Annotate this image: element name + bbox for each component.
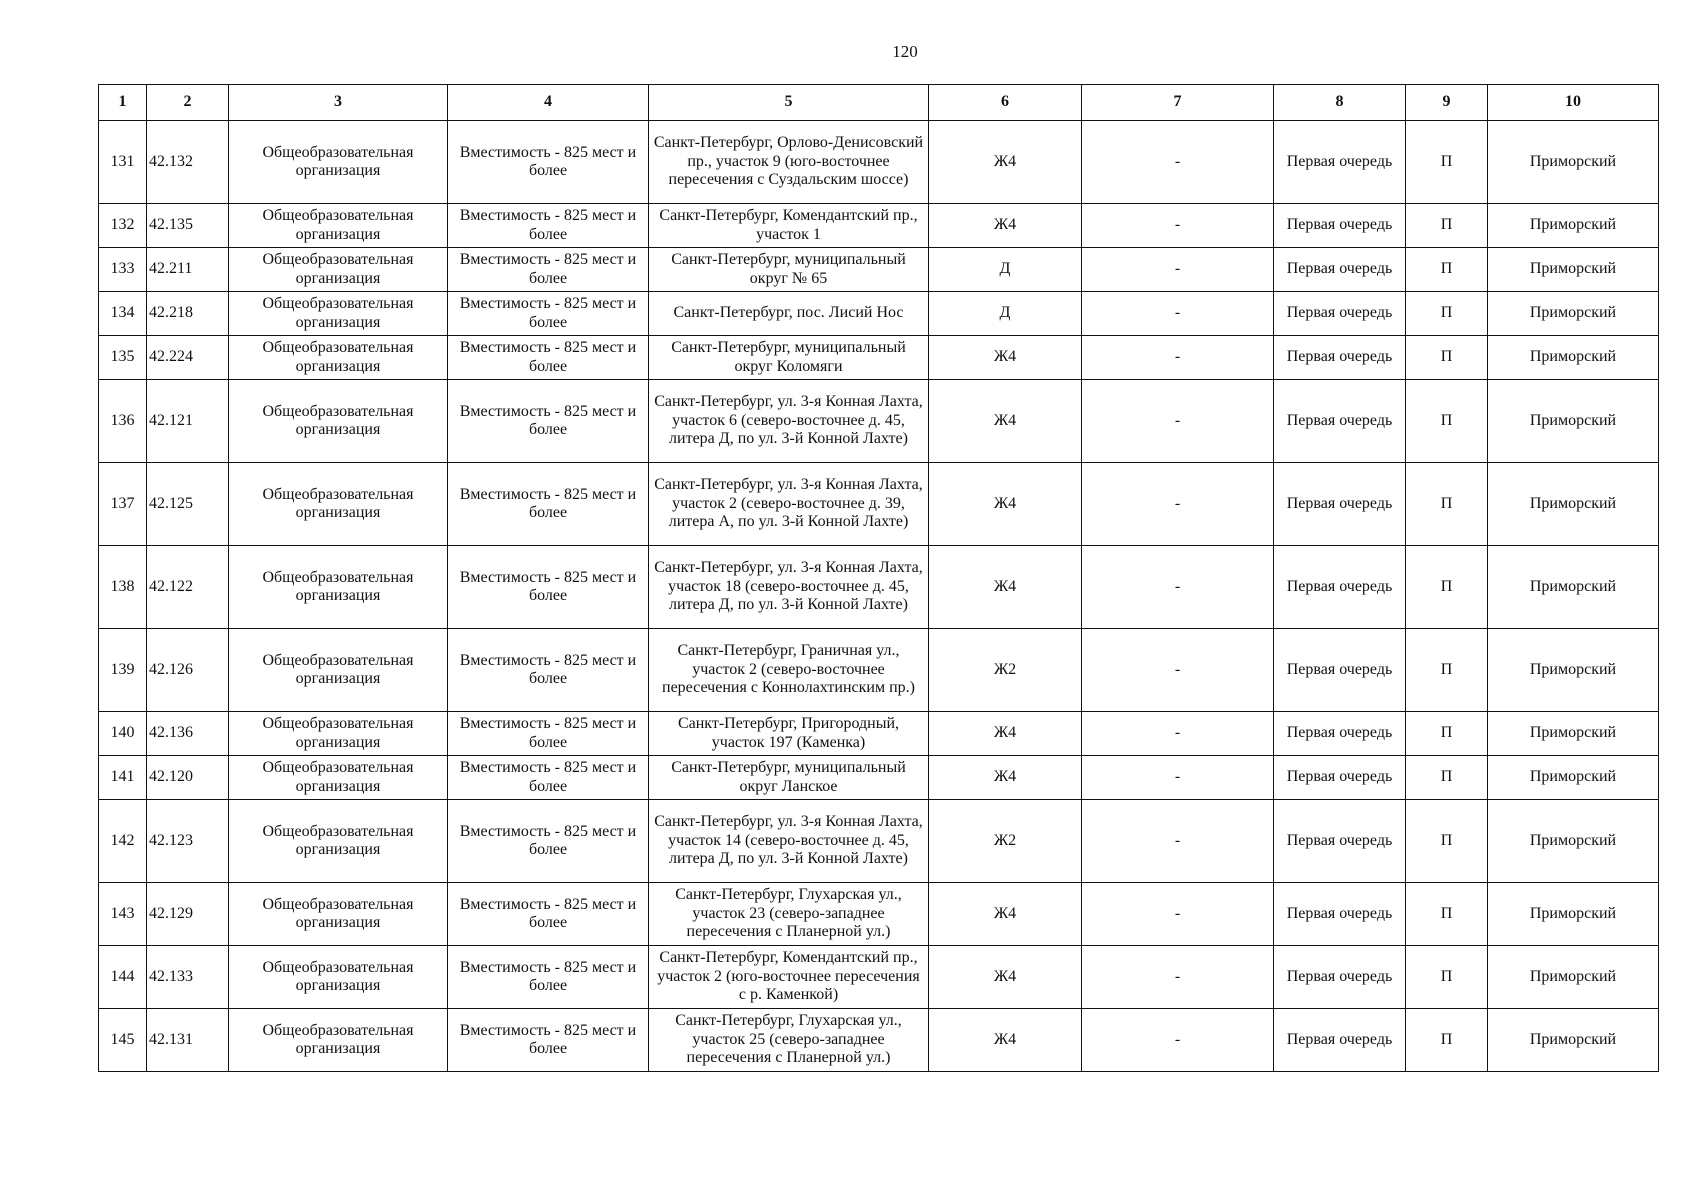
zone-cell: Д (929, 292, 1082, 336)
queue-cell: Первая очередь (1274, 292, 1406, 336)
district-cell: Приморский (1488, 712, 1659, 756)
queue-cell: Первая очередь (1274, 756, 1406, 800)
object-type-cell: Общеобразовательная организация (229, 546, 448, 629)
address-cell: Санкт-Петербург, пос. Лисий Нос (649, 292, 929, 336)
row-number-cell: 131 (99, 121, 147, 204)
column-header: 10 (1488, 85, 1659, 121)
address-cell: Санкт-Петербург, ул. 3-я Конная Лахта, участок 14 (северо-восточнее д. 45, литера Д, по ул. 3-й Конной Лахте) (649, 800, 929, 883)
district-cell: Приморский (1488, 546, 1659, 629)
row-number-cell: 139 (99, 629, 147, 712)
column-header: 3 (229, 85, 448, 121)
column-9-value-cell: П (1406, 204, 1488, 248)
object-code-cell: 42.126 (147, 629, 229, 712)
object-type-cell: Общеобразовательная организация (229, 1009, 448, 1072)
district-cell: Приморский (1488, 248, 1659, 292)
row-number-cell: 138 (99, 546, 147, 629)
row-number-cell: 142 (99, 800, 147, 883)
address-cell: Санкт-Петербург, Глухарская ул., участок 25 (северо-западнее пересечения с Планерной ул.) (649, 1009, 929, 1072)
capacity-cell: Вместимость - 825 мест и более (448, 883, 649, 946)
row-number-cell: 137 (99, 463, 147, 546)
district-cell: Приморский (1488, 883, 1659, 946)
address-cell: Санкт-Петербург, Орлово-Денисовский пр., участок 9 (юго-восточнее пересечения с Суздальским шоссе) (649, 121, 929, 204)
column-header: 9 (1406, 85, 1488, 121)
row-number-cell: 144 (99, 946, 147, 1009)
column-7-value-cell: - (1082, 121, 1274, 204)
object-code-cell: 42.133 (147, 946, 229, 1009)
district-cell: Приморский (1488, 629, 1659, 712)
address-cell: Санкт-Петербург, ул. 3-я Конная Лахта, участок 18 (северо-восточнее д. 45, литера Д, по ул. 3-й Конной Лахте) (649, 546, 929, 629)
column-header: 6 (929, 85, 1082, 121)
queue-cell: Первая очередь (1274, 121, 1406, 204)
capacity-cell: Вместимость - 825 мест и более (448, 1009, 649, 1072)
queue-cell: Первая очередь (1274, 463, 1406, 546)
row-number-cell: 143 (99, 883, 147, 946)
capacity-cell: Вместимость - 825 мест и более (448, 336, 649, 380)
row-number-cell: 133 (99, 248, 147, 292)
table-row (99, 204, 1659, 248)
column-header: 7 (1082, 85, 1274, 121)
address-cell: Санкт-Петербург, ул. 3-я Конная Лахта, участок 2 (северо-восточнее д. 39, литера А, по ул. 3-й Конной Лахте) (649, 463, 929, 546)
object-code-cell: 42.129 (147, 883, 229, 946)
zone-cell: Ж2 (929, 800, 1082, 883)
queue-cell: Первая очередь (1274, 248, 1406, 292)
column-9-value-cell: П (1406, 946, 1488, 1009)
zone-cell: Ж4 (929, 1009, 1082, 1072)
column-9-value-cell: П (1406, 800, 1488, 883)
queue-cell: Первая очередь (1274, 629, 1406, 712)
capacity-cell: Вместимость - 825 мест и более (448, 121, 649, 204)
district-cell: Приморский (1488, 380, 1659, 463)
table-row (99, 546, 1659, 629)
queue-cell: Первая очередь (1274, 946, 1406, 1009)
queue-cell: Первая очередь (1274, 712, 1406, 756)
column-7-value-cell: - (1082, 629, 1274, 712)
zone-cell: Ж4 (929, 712, 1082, 756)
object-code-cell: 42.123 (147, 800, 229, 883)
capacity-cell: Вместимость - 825 мест и более (448, 463, 649, 546)
capacity-cell: Вместимость - 825 мест и более (448, 800, 649, 883)
object-type-cell: Общеобразовательная организация (229, 800, 448, 883)
column-9-value-cell: П (1406, 629, 1488, 712)
district-cell: Приморский (1488, 800, 1659, 883)
row-number-cell: 136 (99, 380, 147, 463)
object-code-cell: 42.218 (147, 292, 229, 336)
queue-cell: Первая очередь (1274, 546, 1406, 629)
column-9-value-cell: П (1406, 1009, 1488, 1072)
capacity-cell: Вместимость - 825 мест и более (448, 756, 649, 800)
district-cell: Приморский (1488, 292, 1659, 336)
object-type-cell: Общеобразовательная организация (229, 292, 448, 336)
queue-cell: Первая очередь (1274, 1009, 1406, 1072)
district-cell: Приморский (1488, 1009, 1659, 1072)
capacity-cell: Вместимость - 825 мест и более (448, 380, 649, 463)
table-row (99, 121, 1659, 204)
zone-cell: Ж4 (929, 204, 1082, 248)
address-cell: Санкт-Петербург, муниципальный округ Коломяги (649, 336, 929, 380)
object-code-cell: 42.120 (147, 756, 229, 800)
column-7-value-cell: - (1082, 756, 1274, 800)
object-code-cell: 42.136 (147, 712, 229, 756)
column-header: 8 (1274, 85, 1406, 121)
column-9-value-cell: П (1406, 248, 1488, 292)
table-row (99, 883, 1659, 946)
zone-cell: Ж4 (929, 883, 1082, 946)
zone-cell: Ж4 (929, 463, 1082, 546)
object-code-cell: 42.122 (147, 546, 229, 629)
queue-cell: Первая очередь (1274, 380, 1406, 463)
column-9-value-cell: П (1406, 546, 1488, 629)
object-code-cell: 42.132 (147, 121, 229, 204)
capacity-cell: Вместимость - 825 мест и более (448, 248, 649, 292)
capacity-cell: Вместимость - 825 мест и более (448, 712, 649, 756)
column-9-value-cell: П (1406, 463, 1488, 546)
zone-cell: Ж4 (929, 946, 1082, 1009)
object-code-cell: 42.125 (147, 463, 229, 546)
address-cell: Санкт-Петербург, муниципальный округ № 65 (649, 248, 929, 292)
row-number-cell: 145 (99, 1009, 147, 1072)
object-type-cell: Общеобразовательная организация (229, 712, 448, 756)
object-type-cell: Общеобразовательная организация (229, 248, 448, 292)
zone-cell: Ж2 (929, 629, 1082, 712)
column-header: 4 (448, 85, 649, 121)
object-type-cell: Общеобразовательная организация (229, 756, 448, 800)
column-9-value-cell: П (1406, 292, 1488, 336)
row-number-cell: 141 (99, 756, 147, 800)
table-row (99, 292, 1659, 336)
district-cell: Приморский (1488, 756, 1659, 800)
column-7-value-cell: - (1082, 204, 1274, 248)
object-type-cell: Общеобразовательная организация (229, 463, 448, 546)
capacity-cell: Вместимость - 825 мест и более (448, 204, 649, 248)
column-7-value-cell: - (1082, 292, 1274, 336)
table-header-row (99, 85, 1659, 121)
address-cell: Санкт-Петербург, Комендантский пр., участок 2 (юго-восточнее пересечения с р. Каменкой) (649, 946, 929, 1009)
zone-cell: Ж4 (929, 121, 1082, 204)
zone-cell: Ж4 (929, 756, 1082, 800)
column-7-value-cell: - (1082, 712, 1274, 756)
row-number-cell: 140 (99, 712, 147, 756)
column-9-value-cell: П (1406, 336, 1488, 380)
column-header: 5 (649, 85, 929, 121)
column-7-value-cell: - (1082, 380, 1274, 463)
queue-cell: Первая очередь (1274, 336, 1406, 380)
row-number-cell: 132 (99, 204, 147, 248)
district-cell: Приморский (1488, 121, 1659, 204)
object-code-cell: 42.121 (147, 380, 229, 463)
object-type-cell: Общеобразовательная организация (229, 204, 448, 248)
column-9-value-cell: П (1406, 380, 1488, 463)
column-7-value-cell: - (1082, 463, 1274, 546)
object-code-cell: 42.224 (147, 336, 229, 380)
column-9-value-cell: П (1406, 121, 1488, 204)
object-type-cell: Общеобразовательная организация (229, 380, 448, 463)
address-cell: Санкт-Петербург, Граничная ул., участок 2 (северо-восточнее пересечения с Коннолахтинским пр.) (649, 629, 929, 712)
table-row (99, 380, 1659, 463)
table-row (99, 946, 1659, 1009)
object-type-cell: Общеобразовательная организация (229, 883, 448, 946)
table-body (99, 121, 1659, 1072)
column-7-value-cell: - (1082, 800, 1274, 883)
object-code-cell: 42.131 (147, 1009, 229, 1072)
table-row (99, 1009, 1659, 1072)
object-code-cell: 42.211 (147, 248, 229, 292)
object-type-cell: Общеобразовательная организация (229, 121, 448, 204)
address-cell: Санкт-Петербург, Комендантский пр., участок 1 (649, 204, 929, 248)
column-7-value-cell: - (1082, 248, 1274, 292)
table-row (99, 756, 1659, 800)
zone-cell: Ж4 (929, 336, 1082, 380)
column-9-value-cell: П (1406, 883, 1488, 946)
capacity-cell: Вместимость - 825 мест и более (448, 546, 649, 629)
address-cell: Санкт-Петербург, ул. 3-я Конная Лахта, участок 6 (северо-восточнее д. 45, литера Д, по ул. 3-й Конной Лахте) (649, 380, 929, 463)
registry-table (98, 84, 1659, 1072)
zone-cell: Ж4 (929, 380, 1082, 463)
row-number-cell: 134 (99, 292, 147, 336)
column-7-value-cell: - (1082, 546, 1274, 629)
capacity-cell: Вместимость - 825 мест и более (448, 946, 649, 1009)
address-cell: Санкт-Петербург, Пригородный, участок 197 (Каменка) (649, 712, 929, 756)
object-type-cell: Общеобразовательная организация (229, 336, 448, 380)
address-cell: Санкт-Петербург, муниципальный округ Ланское (649, 756, 929, 800)
column-header: 1 (99, 85, 147, 121)
object-type-cell: Общеобразовательная организация (229, 946, 448, 1009)
queue-cell: Первая очередь (1274, 883, 1406, 946)
table-row (99, 800, 1659, 883)
queue-cell: Первая очередь (1274, 204, 1406, 248)
table-row (99, 629, 1659, 712)
page-number: 120 (892, 42, 918, 61)
district-cell: Приморский (1488, 204, 1659, 248)
column-9-value-cell: П (1406, 756, 1488, 800)
column-7-value-cell: - (1082, 946, 1274, 1009)
column-header: 2 (147, 85, 229, 121)
column-7-value-cell: - (1082, 336, 1274, 380)
district-cell: Приморский (1488, 336, 1659, 380)
row-number-cell: 135 (99, 336, 147, 380)
queue-cell: Первая очередь (1274, 800, 1406, 883)
capacity-cell: Вместимость - 825 мест и более (448, 292, 649, 336)
table-row (99, 463, 1659, 546)
address-cell: Санкт-Петербург, Глухарская ул., участок 23 (северо-западнее пересечения с Планерной ул.) (649, 883, 929, 946)
zone-cell: Д (929, 248, 1082, 292)
object-code-cell: 42.135 (147, 204, 229, 248)
column-9-value-cell: П (1406, 712, 1488, 756)
district-cell: Приморский (1488, 463, 1659, 546)
table-row (99, 712, 1659, 756)
zone-cell: Ж4 (929, 546, 1082, 629)
object-type-cell: Общеобразовательная организация (229, 629, 448, 712)
table-row (99, 336, 1659, 380)
capacity-cell: Вместимость - 825 мест и более (448, 629, 649, 712)
table-row (99, 248, 1659, 292)
district-cell: Приморский (1488, 946, 1659, 1009)
column-7-value-cell: - (1082, 883, 1274, 946)
column-7-value-cell: - (1082, 1009, 1274, 1072)
